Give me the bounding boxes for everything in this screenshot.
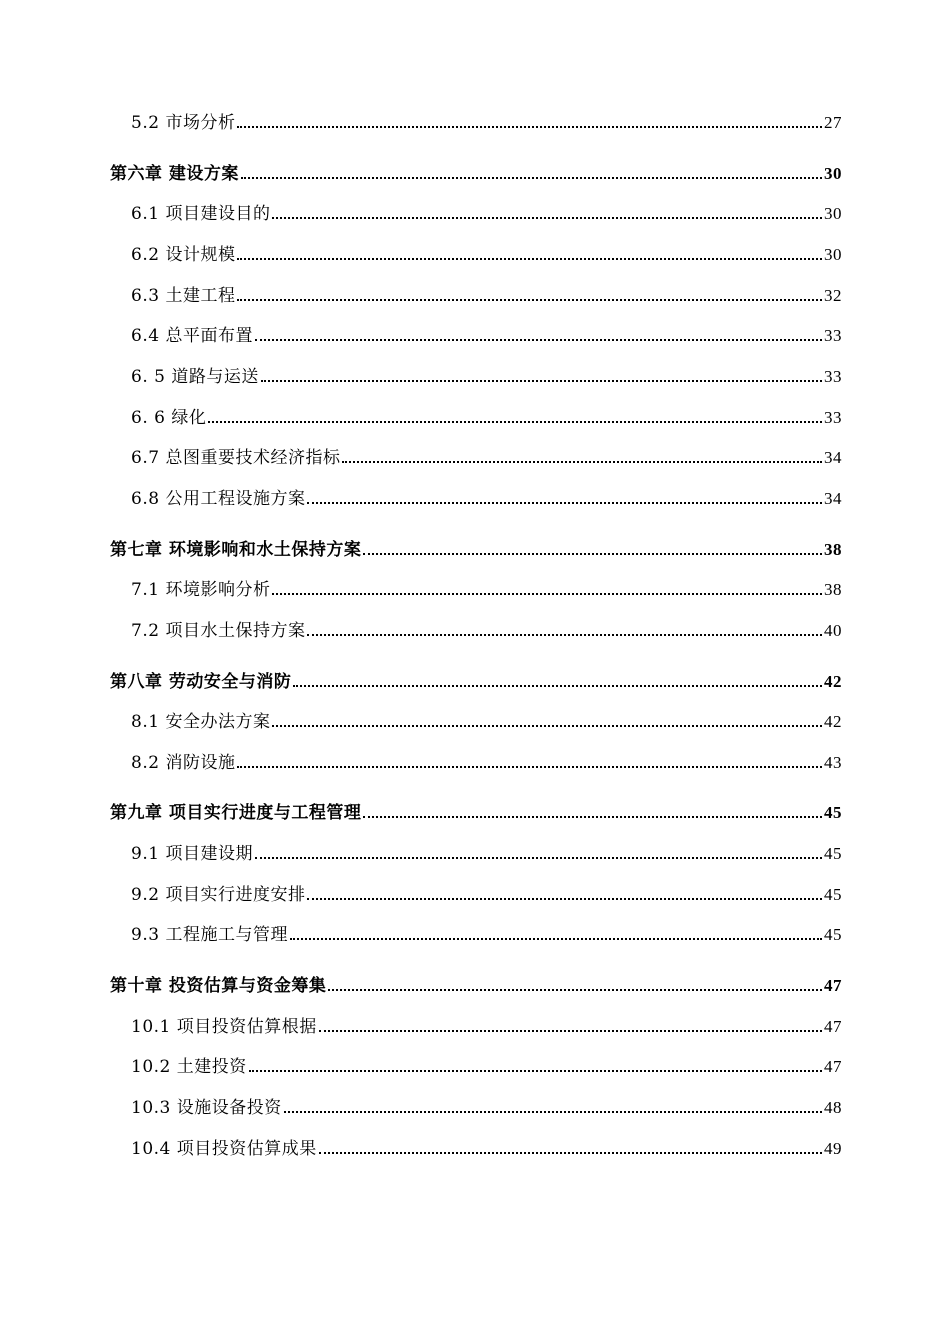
toc-entry-title: 8.2 消防设施 xyxy=(131,752,236,773)
toc-entry-page-number: 48 xyxy=(824,1097,842,1117)
toc-section-entry[interactable] xyxy=(110,1052,842,1093)
toc-entry-page-number: 43 xyxy=(824,752,842,772)
toc-section-entry[interactable] xyxy=(110,880,842,921)
toc-dot-leader xyxy=(237,257,822,260)
toc-entry-page-number: 33 xyxy=(824,326,842,346)
toc-section-entry[interactable] xyxy=(110,707,842,748)
toc-entry-page-number: 45 xyxy=(824,803,842,823)
toc-dot-leader xyxy=(237,765,822,768)
toc-entry-title: 7.2 项目水土保持方案 xyxy=(131,620,306,641)
toc-dot-leader xyxy=(208,420,822,423)
toc-dot-leader xyxy=(255,856,822,859)
toc-dot-leader xyxy=(284,1110,822,1113)
toc-section-entry[interactable] xyxy=(110,362,842,403)
toc-section-entry[interactable] xyxy=(110,484,842,525)
toc-section-entry[interactable] xyxy=(110,240,842,281)
table-of-contents xyxy=(110,108,842,1174)
toc-entry-page-number: 42 xyxy=(824,671,842,691)
toc-section-entry[interactable] xyxy=(110,321,842,362)
toc-entry-page-number: 32 xyxy=(824,285,842,305)
toc-entry-title: 6.7 总图重要技术经济指标 xyxy=(131,448,341,469)
toc-entry-page-number: 45 xyxy=(824,925,842,945)
toc-entry-title: 8.1 安全办法方案 xyxy=(131,712,271,733)
toc-entry-page-number: 40 xyxy=(824,620,842,640)
toc-section-entry[interactable] xyxy=(110,920,842,961)
toc-dot-leader xyxy=(328,988,822,991)
toc-section-entry[interactable] xyxy=(110,1134,842,1175)
toc-entry-title: 第六章 建设方案 xyxy=(110,163,239,184)
toc-entry-title: 6.2 设计规模 xyxy=(131,244,236,265)
toc-entry-title: 10.3 设施设备投资 xyxy=(131,1097,282,1118)
toc-section-entry[interactable] xyxy=(110,403,842,444)
toc-dot-leader xyxy=(272,216,822,219)
toc-entry-page-number: 38 xyxy=(824,580,842,600)
toc-entry-title: 6. 5 道路与运送 xyxy=(131,366,259,387)
toc-dot-leader xyxy=(363,552,822,555)
toc-dot-leader xyxy=(319,1029,822,1032)
toc-chapter-entry[interactable] xyxy=(110,525,842,576)
toc-entry-title: 10.2 土建投资 xyxy=(131,1057,247,1078)
toc-section-entry[interactable] xyxy=(110,1012,842,1053)
toc-entry-title: 6.4 总平面布置 xyxy=(131,326,253,347)
toc-dot-leader xyxy=(293,684,822,687)
toc-entry-title: 6. 6 绿化 xyxy=(131,407,207,428)
toc-dot-leader xyxy=(237,125,822,128)
toc-dot-leader xyxy=(272,592,822,595)
toc-entry-page-number: 30 xyxy=(824,244,842,264)
toc-entry-page-number: 27 xyxy=(824,113,842,132)
toc-entry-title: 6.1 项目建设目的 xyxy=(131,204,271,225)
toc-entry-title: 7.1 环境影响分析 xyxy=(131,580,271,601)
toc-entry-page-number: 49 xyxy=(824,1138,842,1158)
toc-section-entry[interactable] xyxy=(110,281,842,322)
toc-entry-title: 9.3 工程施工与管理 xyxy=(131,925,288,946)
toc-dot-leader xyxy=(290,937,822,940)
toc-entry-page-number: 30 xyxy=(824,204,842,224)
toc-chapter-entry[interactable] xyxy=(110,657,842,708)
toc-entry-page-number: 34 xyxy=(824,489,842,508)
toc-entry-page-number: 45 xyxy=(824,884,842,904)
toc-section-entry[interactable] xyxy=(110,108,842,149)
toc-chapter-entry[interactable] xyxy=(110,788,842,839)
toc-dot-leader xyxy=(307,897,822,900)
toc-entry-title: 6.3 土建工程 xyxy=(131,285,236,306)
toc-dot-leader xyxy=(249,1069,822,1072)
toc-entry-page-number: 33 xyxy=(824,407,842,427)
toc-dot-leader xyxy=(237,298,822,301)
toc-section-entry[interactable] xyxy=(110,575,842,616)
toc-entry-page-number: 38 xyxy=(824,539,842,559)
toc-entry-page-number: 47 xyxy=(824,1057,842,1077)
toc-dot-leader xyxy=(363,815,822,818)
toc-section-entry[interactable] xyxy=(110,616,842,657)
toc-entry-title: 第八章 劳动安全与消防 xyxy=(110,671,292,692)
toc-entry-page-number: 33 xyxy=(824,366,842,386)
toc-entry-title: 第七章 环境影响和水土保持方案 xyxy=(110,539,362,560)
toc-entry-title: 第十章 投资估算与资金筹集 xyxy=(110,976,327,996)
toc-entry-page-number: 34 xyxy=(824,448,842,468)
toc-dot-leader xyxy=(261,379,822,382)
toc-section-entry[interactable] xyxy=(110,1093,842,1134)
toc-entry-title: 10.1 项目投资估算根据 xyxy=(131,1016,317,1037)
toc-dot-leader xyxy=(319,1151,822,1154)
toc-dot-leader xyxy=(307,633,822,636)
toc-entry-page-number: 42 xyxy=(824,712,842,732)
toc-entry-page-number: 47 xyxy=(824,1016,842,1036)
toc-section-entry[interactable] xyxy=(110,443,842,484)
toc-section-entry[interactable] xyxy=(110,199,842,240)
toc-section-entry[interactable] xyxy=(110,748,842,789)
toc-dot-leader xyxy=(255,338,822,341)
toc-entry-page-number: 47 xyxy=(824,976,842,995)
toc-section-entry[interactable] xyxy=(110,839,842,880)
toc-entry-page-number: 30 xyxy=(824,163,842,183)
toc-chapter-entry[interactable] xyxy=(110,961,842,1012)
toc-dot-leader xyxy=(342,460,822,463)
toc-entry-page-number: 45 xyxy=(824,843,842,863)
toc-chapter-entry[interactable] xyxy=(110,149,842,200)
toc-entry-title: 6.8 公用工程设施方案 xyxy=(131,489,306,509)
toc-entry-title: 9.2 项目实行进度安排 xyxy=(131,884,306,905)
toc-entry-title: 9.1 项目建设期 xyxy=(131,843,253,864)
toc-dot-leader xyxy=(241,176,822,179)
toc-entry-title: 10.4 项目投资估算成果 xyxy=(131,1138,317,1159)
toc-dot-leader xyxy=(307,501,822,504)
toc-entry-title: 第九章 项目实行进度与工程管理 xyxy=(110,803,362,824)
toc-entry-title: 5.2 市场分析 xyxy=(131,113,236,133)
toc-dot-leader xyxy=(272,724,822,727)
